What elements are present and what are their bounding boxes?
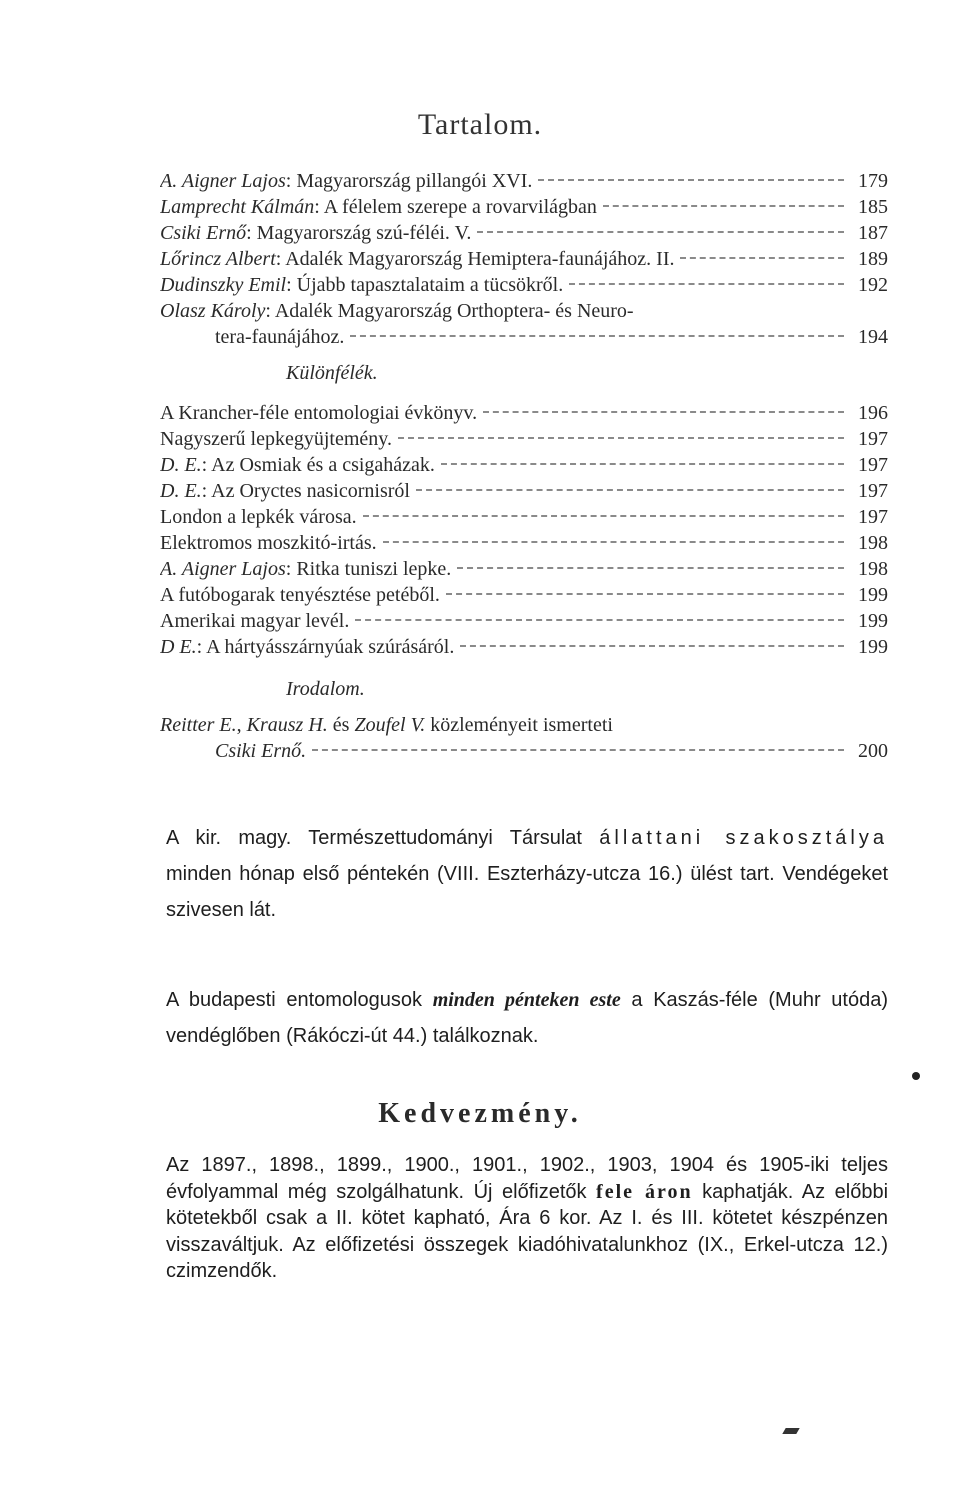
toc-page: 199	[858, 636, 888, 658]
ink-dot	[912, 1072, 920, 1080]
lit-author-2: Krausz H.	[246, 714, 328, 736]
dot-leader	[603, 205, 844, 207]
dot-leader	[355, 619, 844, 621]
toc-row	[160, 530, 888, 556]
toc-page: 185	[858, 196, 888, 218]
toc-page: 199	[858, 610, 888, 632]
section-heading-irodalom: Irodalom.	[286, 678, 365, 700]
toc-author: Olasz Károly	[160, 300, 266, 322]
dot-leader	[569, 283, 844, 285]
toc-title: Amerikai magyar levél.	[160, 610, 350, 632]
dot-leader	[538, 179, 844, 181]
toc-title: Nagyszerű lepkegyüjtemény.	[160, 428, 392, 450]
toc-row	[160, 452, 888, 478]
toc-author: A. Aigner Lajos	[160, 170, 286, 192]
toc-page: 196	[858, 402, 888, 424]
toc-row	[160, 168, 888, 194]
toc-author: Csiki Ernő	[160, 222, 247, 244]
toc-row	[160, 298, 888, 324]
toc-row	[160, 400, 888, 426]
discount-body: kaphatják. Az előbbi kötetekből csak a II. kötet kapható, Ára 6 kor. Az I. és III. kötetet készpénzen visszaváltjuk. Az előfizetési összegek kiadóhivatalunkhoz (IX., Erkel-utcza 12.) czimzendők.	[166, 1180, 889, 1282]
toc-row	[160, 220, 888, 246]
toc-author: Csiki Ernő.	[215, 740, 307, 762]
toc-author: A. Aigner Lajos	[160, 558, 286, 580]
dot-leader	[383, 541, 844, 543]
toc-author: D. E.	[160, 480, 202, 502]
dot-leader	[398, 437, 844, 439]
notice-emphasis: minden pénteken este	[432, 989, 621, 1011]
toc-title: : Adalék Magyarország Hemiptera-faunájához. II.	[275, 248, 675, 270]
dot-leader	[477, 231, 844, 233]
notice-text: a Kaszás-féle (Muhr utóda) vendéglőben (Rákóczi-út 44.) találkoznak.	[166, 989, 889, 1047]
toc-row	[160, 194, 888, 220]
toc-page: 198	[858, 558, 888, 580]
discount-emphasis: fele áron	[596, 1180, 693, 1203]
toc-author: D E.	[160, 636, 197, 658]
discount-text	[166, 1152, 888, 1285]
toc-title: : Magyarország szú-féléi. V.	[246, 222, 472, 244]
toc-page: 194	[858, 326, 888, 348]
toc-page: 197	[858, 454, 888, 476]
toc-author: Lamprecht Kálmán	[160, 196, 315, 218]
toc-author: Dudinszky Emil	[160, 274, 287, 296]
dot-leader	[350, 335, 844, 337]
lit-author-1: Reitter E.	[160, 714, 237, 736]
ink-mark	[782, 1428, 799, 1434]
toc-page: 198	[858, 532, 888, 554]
toc-row	[160, 634, 888, 660]
toc-row	[160, 272, 888, 298]
toc-page: 179	[858, 170, 888, 192]
toc-author: D. E.	[160, 454, 202, 476]
dot-leader	[312, 749, 844, 751]
society-notice	[166, 820, 888, 928]
toc-title: A futóbogarak tenyésztése petéből.	[160, 584, 440, 606]
toc-title: : Ritka tuniszi lepke.	[285, 558, 452, 580]
notice-text: minden hónap első péntekén (VIII. Eszterházy-utcza 16.) ülést tart. Vendégeket szivesen lát.	[166, 863, 888, 921]
misc-list	[160, 400, 888, 660]
toc-author: Lőrincz Albert	[160, 248, 276, 270]
toc-page: 200	[858, 740, 888, 762]
toc-row	[160, 246, 888, 272]
toc-title: : Az Oryctes nasicornisról	[201, 480, 410, 502]
dot-leader	[460, 645, 844, 647]
toc-page: 187	[858, 222, 888, 244]
toc-row	[160, 504, 888, 530]
toc-title: : Magyarország pillangói XVI.	[285, 170, 533, 192]
notice-emphasis: állattani szakosztálya	[599, 827, 888, 849]
toc-page: 199	[858, 584, 888, 606]
lit-sep: és	[327, 714, 355, 736]
meeting-notice	[166, 982, 888, 1054]
toc-title: tera-faunájához.	[215, 326, 345, 348]
toc-page: 197	[858, 506, 888, 528]
toc-title: : A hártyásszárnyúak szúrásáról.	[196, 636, 455, 658]
toc-page: 197	[858, 480, 888, 502]
toc-page: 197	[858, 428, 888, 450]
section-heading-kulonfelek: Különfélék.	[286, 362, 378, 384]
dot-leader	[363, 515, 844, 517]
toc-title: : Adalék Magyarország Orthoptera- és Neuro-	[265, 300, 634, 322]
discount-body: Az 1897., 1898., 1899., 1900., 1901., 1902., 1903, 1904 és 1905-iki teljes évfolyammal még szolgálhatunk. Új előfizetők	[166, 1154, 888, 1203]
toc-row	[160, 738, 888, 764]
toc-title: London a lepkék városa.	[160, 506, 357, 528]
toc-row	[160, 478, 888, 504]
dot-leader	[441, 463, 844, 465]
toc-title: : Az Osmiak és a csigaházak.	[201, 454, 435, 476]
toc-title: : Újabb tapasztalataim a tücsökről.	[286, 274, 564, 296]
dot-leader	[680, 257, 844, 259]
dot-leader	[457, 567, 844, 569]
toc-row	[160, 712, 888, 738]
discount-heading: Kedvezmény.	[378, 1098, 582, 1129]
toc-row	[160, 582, 888, 608]
literature-list	[160, 712, 888, 764]
dot-leader	[483, 411, 844, 413]
page-title: Tartalom.	[417, 108, 543, 141]
toc-row	[160, 608, 888, 634]
toc-page: 192	[858, 274, 888, 296]
toc-page: 189	[858, 248, 888, 270]
toc-title: A Krancher-féle entomologiai évkönyv.	[160, 402, 478, 424]
toc-title: : A félelem szerepe a rovarvilágban	[314, 196, 597, 218]
toc-row	[160, 324, 888, 350]
notice-text: A budapesti entomologusok	[166, 989, 433, 1011]
notice-text: A kir. magy. Természettudományi Társulat	[166, 827, 600, 849]
dot-leader	[416, 489, 844, 491]
lit-sep: ,	[236, 714, 247, 736]
lit-author-3: Zoufel V.	[354, 714, 426, 736]
lit-title: közleményeit ismerteti	[425, 714, 613, 736]
dot-leader	[446, 593, 844, 595]
toc-row	[160, 556, 888, 582]
toc-row	[160, 426, 888, 452]
toc-title: Elektromos moszkitó-irtás.	[160, 532, 377, 554]
toc-list	[160, 168, 888, 350]
